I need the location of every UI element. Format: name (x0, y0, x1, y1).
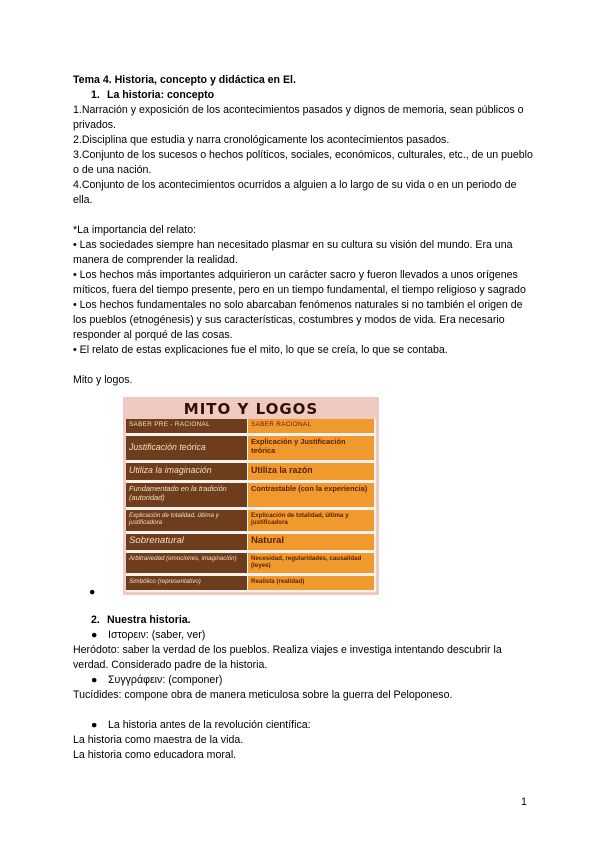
figure-bullet: ● (89, 586, 96, 598)
definition-4: 4.Conjunto de los acontecimientos ocurridos a alguien a lo largo de su vida o en un periodo de ella. (73, 179, 517, 206)
bullet-dot: ● (91, 629, 98, 641)
history-moral-line: La historia como educadora moral. (73, 749, 237, 761)
importance-item-4: • El relato de estas explicaciones fue el mito, lo que se creía, lo que se contaba. (73, 344, 448, 356)
historein-term: Ιστορειν: (saber, ver) (108, 629, 206, 641)
page-number: 1 (521, 796, 527, 808)
section-1-heading (73, 88, 533, 103)
section-2-heading (73, 613, 533, 628)
importance-item-3: • Los hechos fundamentales no solo abarcaban fenómenos naturales si no también el origen de los pueblos (etnogénesis) y sus características, costumbres y modos de vida. Era necesario responder al porqué de las cosas. (73, 299, 523, 341)
section-2-title: Nuestra historia. (107, 614, 191, 626)
herodoto-text: Heródoto: saber la verdad de los pueblos. Realiza viajes e investiga intentando descubrir la verdad. Considerado padre de la historia. (73, 644, 502, 671)
figure-cell-left: Arbitrariedad (emociones, imaginación) (126, 553, 247, 573)
document-title: Tema 4. Historia, concepto y didáctica en El. (73, 74, 296, 86)
figure-cell-left: Explicación de totalidad, última y justificadora (126, 510, 247, 531)
definition-3: 3.Conjunto de los sucesos o hechos políticos, sociales, económicos, culturales, etc., de un pueblo o de una nación. (73, 149, 533, 176)
figure-cell-left: Simbólico (representativo) (126, 576, 247, 590)
list-item (73, 628, 533, 643)
tucidides-text: Tucídides: compone obra de manera meticulosa sobre la guerra del Peloponeso. (73, 689, 453, 701)
document-page-continued (73, 613, 533, 763)
section-1-title: La historia: concepto (107, 89, 215, 101)
bullet-dot: ● (91, 674, 98, 686)
section-2-number: 2. (91, 614, 100, 626)
figure-cell-left: Sobrenatural (126, 534, 247, 550)
figure-cell-right: Explicación y Justificación teórica (248, 436, 374, 460)
figure-cell-right: Necesidad, regularidades, causalidad (leyes) (248, 553, 374, 573)
figure-cell-right: SABER RACIONAL (248, 419, 374, 433)
pre-scientific-heading: La historia antes de la revolución científica: (108, 719, 311, 731)
bullet-dot: ● (91, 719, 98, 731)
figure-cell-right: Contrastable (con la experiencia) (248, 483, 374, 507)
figure-cell-left: Fundamentado en la tradición (autoridad) (126, 483, 247, 507)
importance-item-1: • Las sociedades siempre han necesitado plasmar en su cultura su visión del mundo. Era una manera de comprender la realidad. (73, 239, 513, 266)
figure-cell-right: Realista (realidad) (248, 576, 374, 590)
figure-cell-right: Explicación de totalidad, última y justificadora (248, 510, 374, 531)
figure-table (126, 419, 376, 592)
list-item (73, 673, 533, 688)
figure-cell-right: Natural (248, 534, 374, 550)
section-1-number: 1. (91, 89, 100, 101)
definition-2: 2.Disciplina que estudia y narra cronológicamente los acontecimientos pasados. (73, 134, 450, 146)
importance-item-2: • Los hechos más importantes adquirieron un carácter sacro y fueron llevados a unos orígenes míticos, fuera del tiempo presente, pero en un tiempo fundamental, el tiempo religioso y sagrado (73, 269, 526, 296)
figure-cell-left: Utiliza la imaginación (126, 463, 247, 480)
figure-cell-left: SABER PRE - RACIONAL (126, 419, 247, 433)
history-teacher-line: La historia como maestra de la vida. (73, 734, 244, 746)
mito-logos-figure (123, 397, 379, 595)
importance-heading: *La importancia del relato: (73, 224, 197, 236)
document-page (73, 73, 533, 388)
list-item (73, 718, 533, 733)
figure-title: MITO Y LOGOS (183, 400, 319, 418)
figure-cell-right: Utiliza la razón (248, 463, 374, 480)
mito-logos-label: Mito y logos. (73, 374, 133, 386)
figure-cell-left: Justificación teórica (126, 436, 247, 460)
syngraphein-term: Συγγράφειν: (componer) (108, 674, 223, 686)
definition-1: 1.Narración y exposición de los acontecimientos pasados y dignos de memoria, sean públicos o privados. (73, 104, 524, 131)
